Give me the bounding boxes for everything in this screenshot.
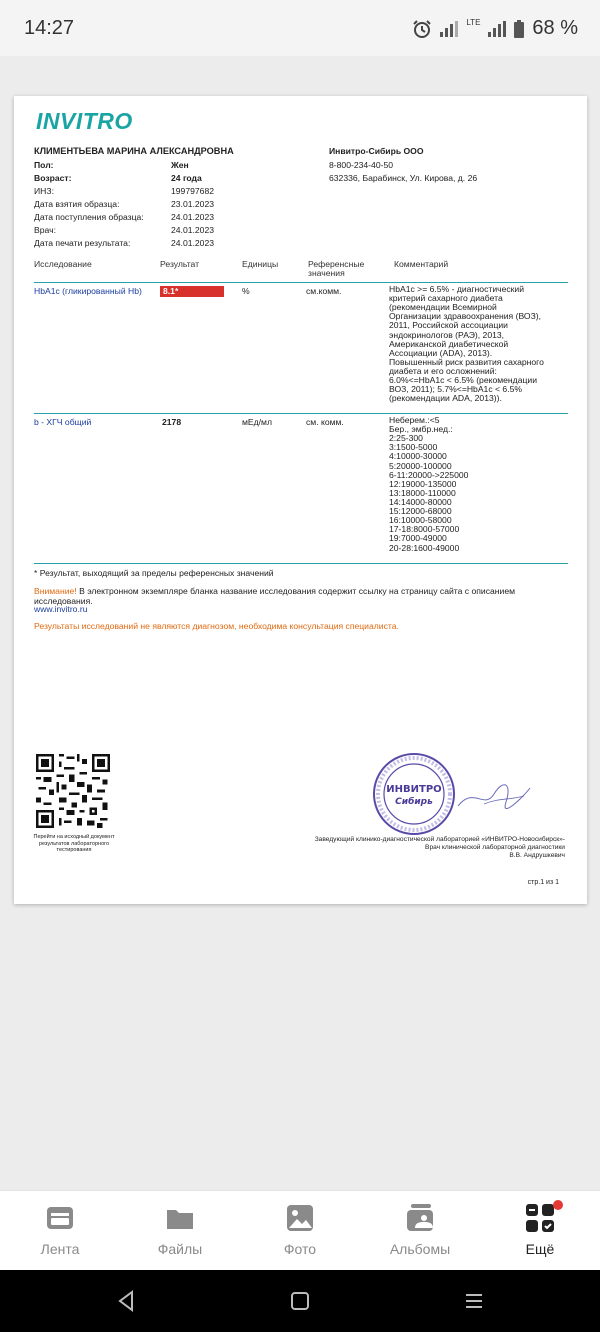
document-viewer[interactable] [0,56,600,1190]
nav-albums[interactable]: Альбомы [365,1203,475,1257]
nav-more[interactable]: Ещё [485,1203,595,1257]
invitro-logo: INVITRO [36,108,133,134]
signature [454,776,534,816]
table-divider [34,282,568,283]
signal-2-icon [488,21,506,37]
more-icon [525,1203,555,1233]
feed-icon [45,1203,75,1233]
system-nav-bar [0,1270,600,1332]
units-hba1c: % [242,286,250,296]
warning-label: Внимание! [34,586,77,596]
svg-text:Сибирь: Сибирь [395,797,433,807]
signature-text: Заведующий клинико-диагностической лабораторией «ИНВИТРО-Новосибирск»- Врач клинической лабораторной диагностики В.В. Андрушкевич [314,836,565,860]
lab-phone: 8-800-234-40-50 [329,160,394,170]
battery-icon [514,20,524,38]
nav-feed[interactable]: Лента [5,1203,115,1257]
header-units: Единицы [242,259,279,269]
lab-stamp [372,752,456,836]
back-icon[interactable] [116,1290,136,1312]
page-number: стр.1 из 1 [527,879,559,886]
nav-files[interactable]: Файлы [125,1203,235,1257]
network-type: LTE [466,18,481,27]
battery-level: 68 % [532,17,578,39]
website-link[interactable]: www.invitro.ru [34,604,88,614]
signal-icon [440,21,458,37]
folder-icon [165,1203,195,1233]
albums-icon [405,1203,435,1233]
header-comment: Комментарий [394,259,449,269]
header-result: Результат [160,259,200,269]
status-icons [412,17,578,40]
test-link-hcg[interactable]: b - ХГЧ общий [34,417,92,427]
warning-note [34,587,568,607]
notification-badge [553,1200,563,1210]
bottom-nav [0,1190,600,1270]
result-hba1c: 8.1* [160,286,224,297]
qr-code[interactable] [36,754,110,828]
lab-report-page: INVITRO КЛИМЕНТЬЕВА МАРИНА АЛЕКСАНДРОВНА Пол: Жен Возраст: 24 года ИНЗ: 199797682 Дата взятия образца: 23.01.2023 Дата поступления образца: 24.01.2023 Врач: 24.01.2023 Дата печати результата: 24.01.2023 Инвитро-Сибирь ООО 8-800-234-40-50 632336, Барабинск, Ул. Кирова, д. 26 Исследование Результат Единицы Референсные значения Комментарий HbA1c (гликированный Hb) 8.1* % см.комм. HbA1c >= 6.5% - диагностический критерий сахарного диабета (рекомендации Всемирной Организации здравоохранения (ВОЗ), 2011, Российской ассоциации эндокринологов (РАЭ), 2013, Американской диабетической Ассоциации (ADA), 2013). Повышенный риск развития сахарного диабета и его осложнений: 6.0%<=HbA1c < 6.5% (рекомендации ВОЗ, 2011); 5.7%<=HbA1c < 6.5% (рекомендации ADA, 2013)). b - ХГЧ общий 2178 мЕд/мл см. комм. Неберем.:<5 Бер., эмбр.нед.: 2:25-300 3:1500-5000 4:10000-30000 5:20000-100000 6-11:20000->225000 12:19000-135000 13:18000-110000 14:14000-80000 15:12000-68000 16:10000-58000 17-18:8000-57000 19:7000-49000 20-28:1600-49000 * Результат, выходящий за пределы референсных значений Внимание! В электронном экземпляре бланка название исследования содержит ссылку на страницу сайта с описанием исследования. www.invitro.ru Результаты исследований не являются диагнозом, необходима консультация специалиста. Перейти на исходный документ результатов лабораторного тестирования ИНВИТРО Сибирь Заведующий клинико-диагностической лабораторией «ИНВИТРО-Новосибирск»- Врач клинической лабораторной диагностики В.В. Андрушкевич стр.1 из 1 [14,96,587,904]
status-bar [0,0,600,56]
lab-address: 632336, Барабинск, Ул. Кирова, д. 26 [329,173,478,183]
disclaimer: Результаты исследований не являются диагнозом, необходима консультация специалиста. [34,621,399,631]
comment-hba1c: HbA1c >= 6.5% - диагностический критерий сахарного диабета (рекомендации Всемирной Организации здравоохранения (ВОЗ), 2011, Российской ассоциации эндокринологов (РАЭ), 2013, Американской диабетической Ассоциации (ADA), 2013). Повышенный риск развития сахарного диабета и его осложнений: 6.0%<=HbA1c < 6.5% (рекомендации ВОЗ, 2011); 5.7%<=HbA1c < 6.5% (рекомендации ADA, 2013)). [389,284,544,404]
home-icon[interactable] [290,1290,310,1312]
comment-hcg: Неберем.:<5 Бер., эмбр.нед.: 2:25-300 3:1500-5000 4:10000-30000 5:20000-100000 6-11:20000->225000 12:19000-135000 13:18000-110000 14:14000-80000 15:12000-68000 16:10000-58000 17-18:8000-57000 19:7000-49000 20-28:1600-49000 [389,415,469,553]
footnote: * Результат, выходящий за пределы референсных значений [34,568,274,578]
nav-photo[interactable]: Фото [245,1203,355,1257]
header-test: Исследование [34,259,92,269]
table-divider [34,563,568,564]
ref-hba1c: см.комм. [306,286,342,296]
status-time: 14:27 [24,17,75,39]
photo-icon [285,1203,315,1233]
qr-caption: Перейти на исходный документ результатов лабораторного тестирования [33,834,115,854]
svg-text:ИНВИТРО: ИНВИТРО [386,784,442,795]
lab-name: Инвитро-Сибирь ООО [329,146,424,156]
recents-icon[interactable] [464,1290,484,1312]
test-link-hba1c[interactable]: HbA1c (гликированный Hb) [34,286,142,296]
ref-hcg: см. комм. [306,417,344,427]
header-ref: Референсные значения [308,259,365,279]
table-divider [34,413,568,414]
patient-name: КЛИМЕНТЬЕВА МАРИНА АЛЕКСАНДРОВНА [34,146,234,156]
warning-text: В электронном экземпляре бланка название исследования содержит ссылку на страницу сайта с описанием исследования. [34,586,516,606]
alarm-icon [412,19,432,39]
result-hcg: 2178 [162,417,182,427]
units-hcg: мЕд/мл [242,417,272,427]
